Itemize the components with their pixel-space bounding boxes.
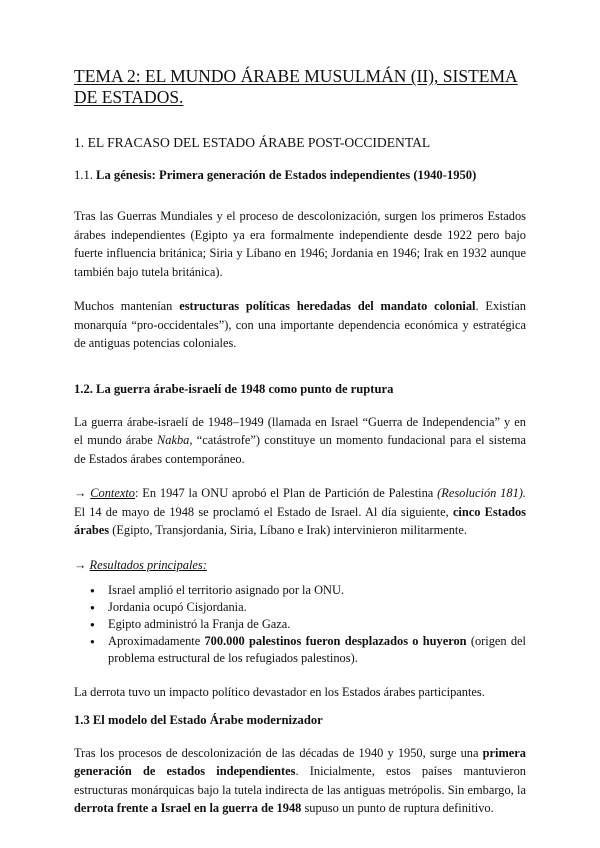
results-list xyxy=(74,582,526,667)
results-label: Resultados principales: xyxy=(89,557,207,572)
text: (origen del problema estructural de los refugiados palestinos). xyxy=(108,634,526,665)
italic-text: Nakba xyxy=(157,433,190,447)
subsection-heading-1-1 xyxy=(74,167,526,183)
document-title: TEMA 2: EL MUNDO ÁRABE MUSULMÁN (II), SISTEMA DE ESTADOS. xyxy=(74,66,518,107)
text: . Inicialmente, estos países mantuvieron estructuras monárquicas bajo la tutela indirecta de las antiguas metrópolis. Sin embargo, la xyxy=(74,764,526,797)
subsection-title: La génesis: Primera generación de Estados independientes (1940-1950) xyxy=(96,168,477,182)
arrow: → xyxy=(74,486,91,500)
text: La guerra árabe-israelí de 1948–1949 (llamada en Israel “Guerra de Independencia” y en el mundo árabe xyxy=(74,414,526,447)
subsection-heading-1-3: 1.3 El modelo del Estado Árabe modernizador xyxy=(74,712,323,727)
text: (Egipto, Transjordania, Siria, Líbano e Irak) intervinieron militarmente. xyxy=(109,523,467,537)
text: Muchos mantenían xyxy=(74,299,180,313)
bold-text: 700.000 palestinos fueron desplazados o huyeron xyxy=(204,634,467,648)
list-item: ● Israel amplió el territorio asignado por la ONU. xyxy=(108,582,526,599)
text: : En 1947 la ONU aprobó el Plan de Partición de Palestina xyxy=(135,486,438,500)
list-item: ● Jordania ocupó Cisjordania. xyxy=(108,599,526,616)
paragraph-war-1948 xyxy=(74,413,526,469)
bold-text: primera generación de estados independientes xyxy=(74,745,526,778)
bold-text: estructuras políticas heredadas del mandato colonial xyxy=(179,299,476,313)
text: , “catástrofe”) constituye un momento fundacional para el sistema de Estados árabes contemporáneo. xyxy=(74,433,526,466)
section-heading-1: 1. EL FRACASO DEL ESTADO ÁRABE POST-OCCIDENTAL xyxy=(74,135,431,150)
context-label: Contexto xyxy=(90,486,135,500)
subsection-heading-1-2: 1.2. La guerra árabe-israelí de 1948 como punto de ruptura xyxy=(74,381,394,396)
text: supuso un punto de ruptura definitivo. xyxy=(301,801,494,815)
subsection-number: 1.1. xyxy=(74,168,93,182)
paragraph-modernizer xyxy=(74,744,526,818)
paragraph-genesis: Tras las Guerras Mundiales y el proceso de descolonización, surgen los primeros Estados árabes independientes (Egipto ya era formalmente independiente desde 1922 pero bajo fuerte influencia británica; Siria y Líbano en 1946; Jordania en 1946; Irak en 1932 aunque también bajo tutela británica). xyxy=(74,209,526,279)
list-item xyxy=(108,633,526,667)
bold-text: derrota frente a Israel en la guerra de 1948 xyxy=(74,801,302,815)
paragraph-results-label xyxy=(74,556,526,575)
arrow: → xyxy=(74,557,90,572)
document-page xyxy=(74,66,526,818)
paragraph-structures xyxy=(74,297,526,353)
paragraph-context xyxy=(74,484,526,540)
italic-text: (Resolución 181). xyxy=(437,486,526,500)
text: Tras los procesos de descolonización de las décadas de 1940 y 1950, surge una xyxy=(74,745,483,760)
text: . Existían monarquía “pro-occidentales”), con una importante dependencia económica y estratégica de antiguas potencias coloniales. xyxy=(74,299,526,350)
text: Aproximadamente xyxy=(108,634,205,648)
list-item: ● Egipto administró la Franja de Gaza. xyxy=(108,616,526,633)
text: El 14 de mayo de 1948 se proclamó el Estado de Israel. Al día siguiente, xyxy=(74,504,453,519)
bold-text: cinco Estados árabes xyxy=(74,504,526,537)
paragraph-defeat: La derrota tuvo un impacto político devastador en los Estados árabes participantes. xyxy=(74,685,485,699)
